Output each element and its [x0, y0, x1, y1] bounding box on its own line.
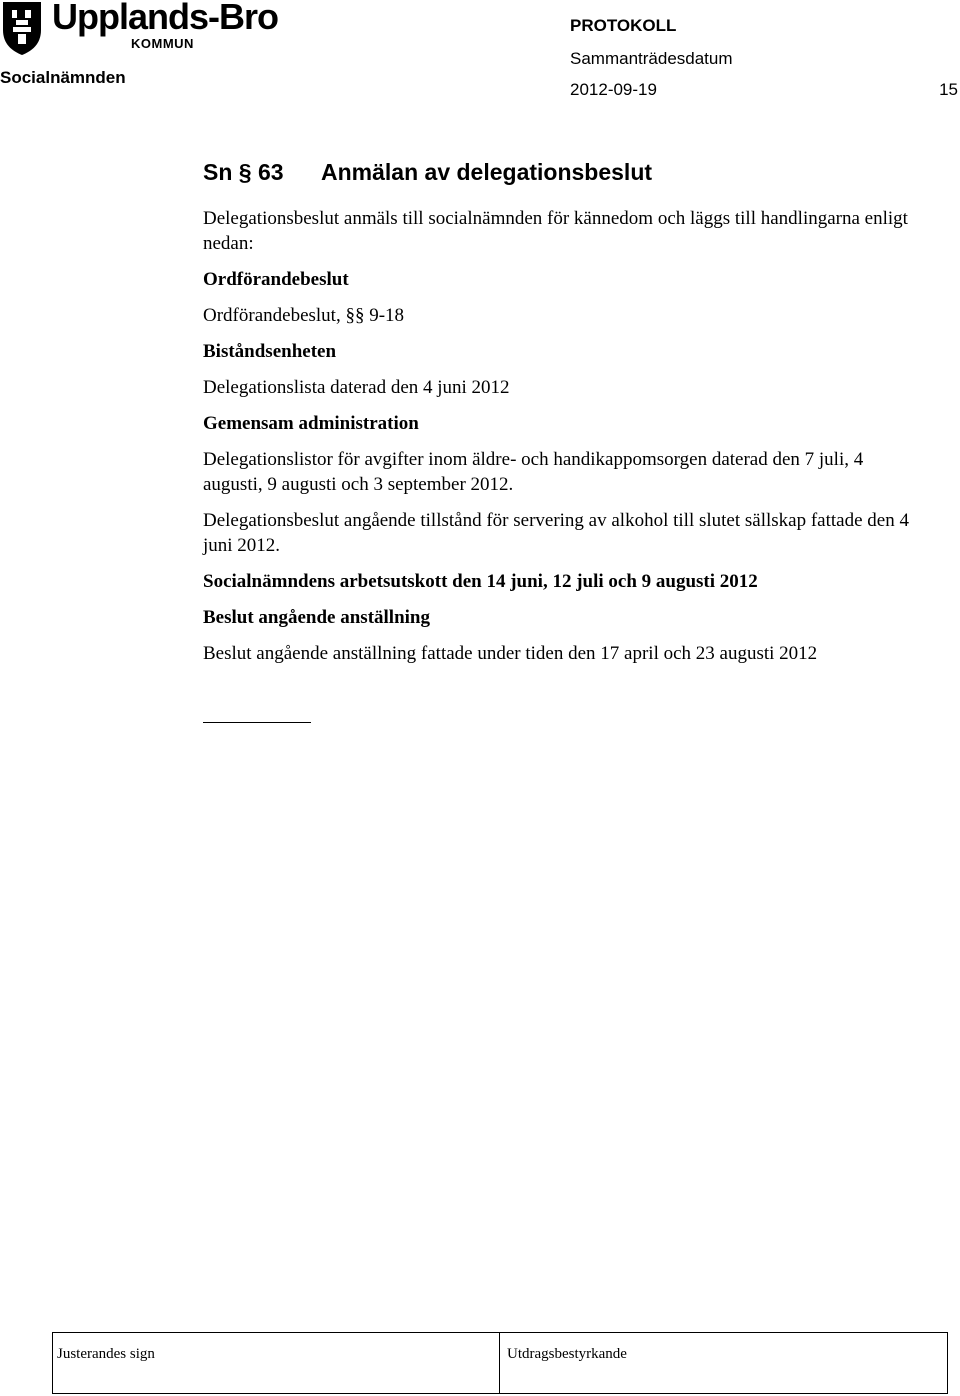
signature-footer	[52, 1332, 948, 1394]
end-divider	[203, 722, 311, 723]
paragraph-delegation-lists: Delegationslistor för avgifter inom äldre- och handikappomsorgen daterad den 7 juli, 4 augusti, 9 augusti och 3 september 2012.	[203, 449, 864, 495]
section-heading	[203, 159, 652, 186]
subheading-assistance-unit: Biståndsenheten	[203, 341, 337, 362]
section-title: Anmälan av delegationsbeslut	[321, 159, 653, 185]
subheading-chair-decisions: Ordförandebeslut	[203, 269, 349, 290]
logo-subtext: KOMMUN	[131, 36, 194, 51]
paragraph-alcohol-permit: Delegationsbeslut angående tillstånd för servering av alkohol till slutet sällskap fattade den 4 juni 2012.	[203, 510, 909, 556]
committee-name: Socialnämnden	[0, 68, 126, 87]
sign-cell	[53, 1333, 500, 1393]
paragraph-employment: Beslut angående anställning fattade under tiden den 17 april och 23 augusti 2012	[203, 643, 818, 664]
subheading-employment: Beslut angående anställning	[203, 607, 430, 628]
paragraph-chair-decisions: Ordförandebeslut, §§ 9-18	[203, 305, 405, 326]
municipality-logo	[0, 0, 300, 58]
meeting-date: 2012-09-19	[570, 80, 657, 99]
subheading-working-committee: Socialnämndens arbetsutskott den 14 juni, 12 juli och 9 augusti 2012	[203, 571, 758, 592]
subheading-common-admin: Gemensam administration	[203, 413, 419, 434]
paragraph-assistance-unit: Delegationslista daterad den 4 juni 2012	[203, 377, 510, 398]
page-number: 15	[939, 80, 958, 99]
logo-wordmark: Upplands-Bro	[52, 0, 278, 37]
extract-cell	[500, 1333, 947, 1393]
section-number: Sn § 63	[203, 159, 284, 185]
intro-paragraph: Delegationsbeslut anmäls till socialnämnden för kännedom och läggs till handlingarna enligt nedan:	[203, 208, 908, 254]
sign-label: Justerandes sign	[57, 1346, 155, 1362]
document-type: PROTOKOLL	[570, 16, 677, 35]
meeting-date-label: Sammanträdesdatum	[570, 49, 733, 68]
section-body	[203, 206, 923, 677]
coat-of-arms-icon	[0, 0, 44, 56]
extract-label: Utdragsbestyrkande	[507, 1346, 627, 1362]
